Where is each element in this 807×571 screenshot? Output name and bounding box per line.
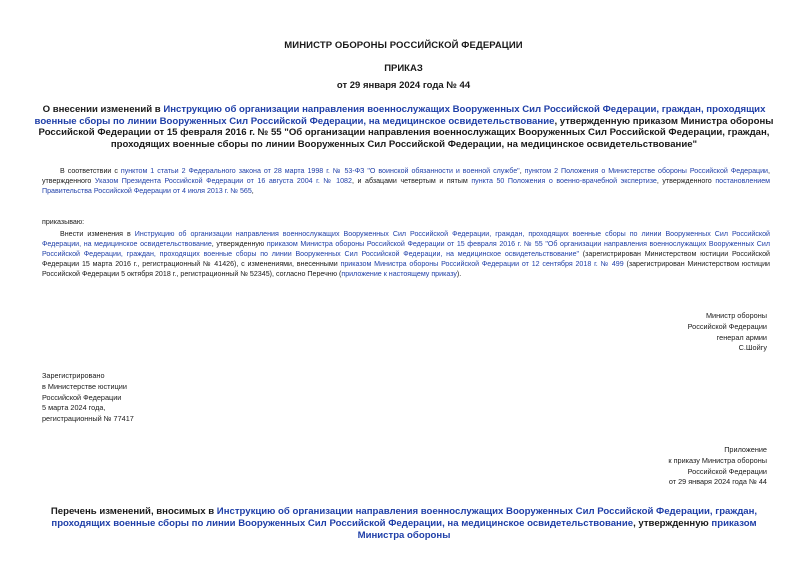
signature-block <box>688 311 767 354</box>
presidential-decree-link[interactable]: Указом Президента Российской Федерации от 16 августа 2004 г. № 1082 <box>94 177 352 185</box>
order-link[interactable]: приказом Министра обороны <box>357 518 757 541</box>
preamble-paragraph <box>42 166 770 196</box>
title-text: , утвержденную приказом Министра обороны Российской Федерации от 15 февраля 2016 г. № 55 "Об организации направления военнослужащих Вооруженных Сил Российской Федерации, граждан, проходящих военные сборы по линии Вооруженных Сил Российской Федерации, на медицинское освидетельствование" <box>38 115 774 150</box>
paragraph-text: , <box>519 167 525 175</box>
paragraph-text: Внести изменения в <box>60 230 135 238</box>
appendix-header <box>668 445 767 488</box>
registration-line: в Министерстве юстиции <box>42 381 127 391</box>
paragraph-text: (зарегистрирован Министерством юстиции Российской Федерации 15 марта 2016 г., регистрационный № 41426), с изменениями, внесенными <box>42 250 770 268</box>
appendix-line: к приказу Министра обороны <box>668 455 767 465</box>
registration-line: Российской Федерации <box>42 392 122 402</box>
signatory-name: С.Шойгу <box>738 343 767 353</box>
signature-line: Российской Федерации <box>687 321 767 331</box>
government-resolution-link[interactable]: постановлением Правительства Российской Федерации от 4 июля 2013 г. № 565 <box>42 177 771 195</box>
order-title <box>28 104 780 150</box>
registration-block <box>42 371 134 425</box>
appendix-title <box>38 506 770 542</box>
appendix-line: Приложение <box>724 445 767 454</box>
appendix-link[interactable]: приложение к настоящему приказу <box>341 270 457 278</box>
order-paragraph <box>42 229 770 279</box>
registration-line: Зарегистрировано <box>42 371 105 380</box>
date-number-heading: от 29 января 2024 года № 44 <box>336 80 471 91</box>
paragraph-text: , утвержденного <box>656 177 716 185</box>
registration-number: регистрационный № 77417 <box>42 414 134 424</box>
title-text: , утвержденную <box>633 518 712 529</box>
paragraph-text: , <box>251 187 254 195</box>
paragraph-text: , утвержденного <box>42 167 770 185</box>
ministry-regulation-link[interactable]: пунктом 2 Положения о Министерстве обороны Российской Федерации <box>524 167 769 175</box>
title-text: О внесении изменений в <box>42 104 164 115</box>
instruction-link[interactable]: Инструкцию об организации направления военнослужащих Вооруженных Сил Российской Федерации, граждан, проходящих военные сборы по линии Вооруженных Сил Российской Федерации, на медицинское освидетельствование <box>42 230 770 248</box>
signature-line: генерал армии <box>716 332 767 342</box>
paragraph-text: ). <box>456 270 462 278</box>
appendix-line: от 29 января 2024 года № 44 <box>668 477 767 487</box>
instruction-link[interactable]: Инструкцию об организации направления военнослужащих Вооруженных Сил Российской Федерации, граждан, проходящих военные сборы по линии Вооруженных Сил Российской Федерации, на медицинское освидетельствование <box>51 506 758 529</box>
title-text: Перечень изменений, вносимых в <box>50 506 217 517</box>
appendix-line: Российской Федерации <box>687 466 767 476</box>
document-type-heading: ПРИКАЗ <box>384 63 423 74</box>
paragraph-text: , утвержденную <box>211 240 267 248</box>
ministry-heading: МИНИСТР ОБОРОНЫ РОССИЙСКОЙ ФЕДЕРАЦИИ <box>284 40 523 51</box>
orders-label: приказываю: <box>42 218 85 226</box>
paragraph-text: , и абзацами четвертым и пятым <box>351 177 472 185</box>
order-55-link[interactable]: приказом Министра обороны Российской Федерации от 15 февраля 2016 г. № 55 "Об организации направления военнослужащих Вооруженных Сил Российской Федерации, граждан, проходящих военные сборы по линии Вооруженных Сил Российской Федерации, на медицинское освидетельствование" <box>42 240 770 258</box>
federal-law-link[interactable]: пунктом 1 статьи 2 Федерального закона от 28 марта 1998 г. № 53-ФЗ "О воинской обязанности и военной службе" <box>120 167 520 175</box>
order-499-link[interactable]: приказом Министра обороны Российской Федерации от 12 сентября 2018 г. № 499 <box>340 260 624 268</box>
paragraph-text: В соответствии с <box>60 167 121 175</box>
instruction-link[interactable]: Инструкцию об организации направления военнослужащих Вооруженных Сил Российской Федерации, граждан, проходящих военные сборы по линии Вооруженных Сил Российской Федерации, на медицинское освидетельствование <box>34 104 766 127</box>
registration-date: 5 марта 2024 года, <box>42 403 106 413</box>
signature-line: Министр обороны <box>705 311 767 320</box>
medical-expertise-link[interactable]: пункта 50 Положения о военно-врачебной экспертизе <box>471 177 657 185</box>
paragraph-text: (зарегистрирован Министерством юстиции Российской Федерации 5 октября 2018 г., регистрационный № 52345), согласно Перечню ( <box>42 260 770 278</box>
